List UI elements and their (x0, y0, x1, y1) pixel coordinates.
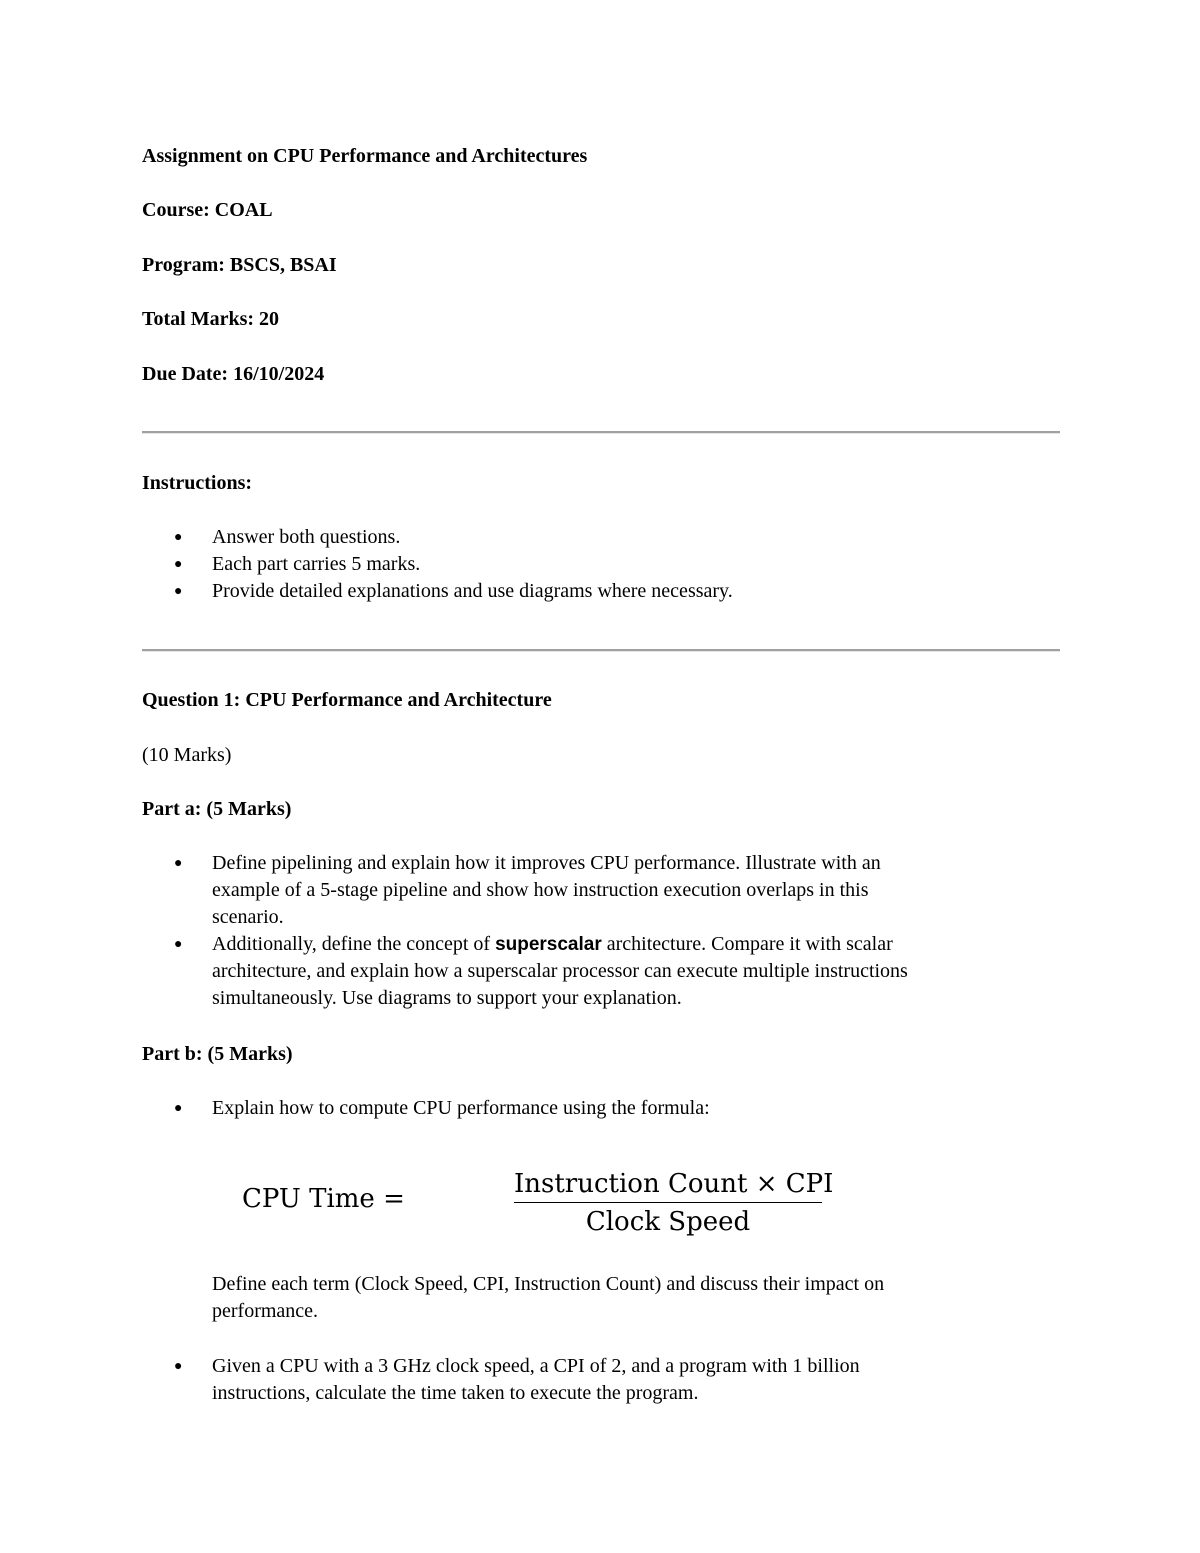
part-b-list (142, 1095, 1060, 1122)
list-item: ● Additionally, define the concept of superscalar architecture. Compare it with scalar architecture, and explain how a superscalar processor can execute multiple instructions simultaneously. Use diagrams to support your explanation. (174, 933, 908, 1009)
question-1-marks: (10 Marks) (142, 744, 232, 766)
instructions-heading: Instructions: (142, 472, 253, 494)
bullet-icon: ● (174, 584, 183, 599)
program-line: Program: BSCS, BSAI (142, 254, 337, 276)
part-a-list (142, 850, 1060, 1012)
list-item: ● Answer both questions. (142, 524, 1060, 551)
formula-fraction (514, 1168, 834, 1238)
bullet-icon: ● (174, 856, 183, 871)
part-b-list-2 (142, 1353, 1060, 1407)
instructions-list (142, 524, 1060, 605)
assignment-title: Assignment on CPU Performance and Architectures (142, 145, 588, 167)
horizontal-divider (142, 649, 1060, 652)
total-marks-line: Total Marks: 20 (142, 308, 280, 330)
list-item: ● Explain how to compute CPU performance using the formula: (142, 1095, 1060, 1122)
list-item: ● Each part carries 5 marks. (142, 551, 1060, 578)
fraction-bar (514, 1202, 822, 1203)
formula-lhs: CPU Time = (242, 1184, 405, 1214)
course-line: Course: COAL (142, 199, 273, 221)
question-1-heading: Question 1: CPU Performance and Architecture (142, 689, 552, 711)
horizontal-divider (142, 431, 1060, 434)
bullet-icon: ● (174, 530, 183, 545)
formula-denominator: Clock Speed (585, 1207, 751, 1237)
bullet-icon: ● (174, 1101, 183, 1116)
superscalar-term: superscalar (495, 934, 602, 955)
list-item: ● Given a CPU with a 3 GHz clock speed, a CPI of 2, and a program with 1 billion instructions, calculate the time taken to execute the program. (174, 1355, 860, 1404)
part-a-heading: Part a: (5 Marks) (142, 798, 292, 820)
list-item: ● Define pipelining and explain how it improves CPU performance. Illustrate with an example of a 5-stage pipeline and show how instruction execution overlaps in this scenario. (174, 852, 881, 928)
cpu-time-formula (242, 1168, 834, 1240)
bullet-icon: ● (174, 1359, 183, 1374)
bullet-icon: ● (174, 937, 183, 952)
formula-numerator: Instruction Count × CPI (514, 1169, 834, 1199)
list-item: ● Provide detailed explanations and use diagrams where necessary. (142, 578, 1060, 605)
part-b-heading: Part b: (5 Marks) (142, 1043, 293, 1065)
due-date-line: Due Date: 16/10/2024 (142, 363, 325, 385)
bullet-icon: ● (174, 557, 183, 572)
define-terms-paragraph: Define each term (Clock Speed, CPI, Instruction Count) and discuss their impact on performance. (212, 1273, 885, 1322)
